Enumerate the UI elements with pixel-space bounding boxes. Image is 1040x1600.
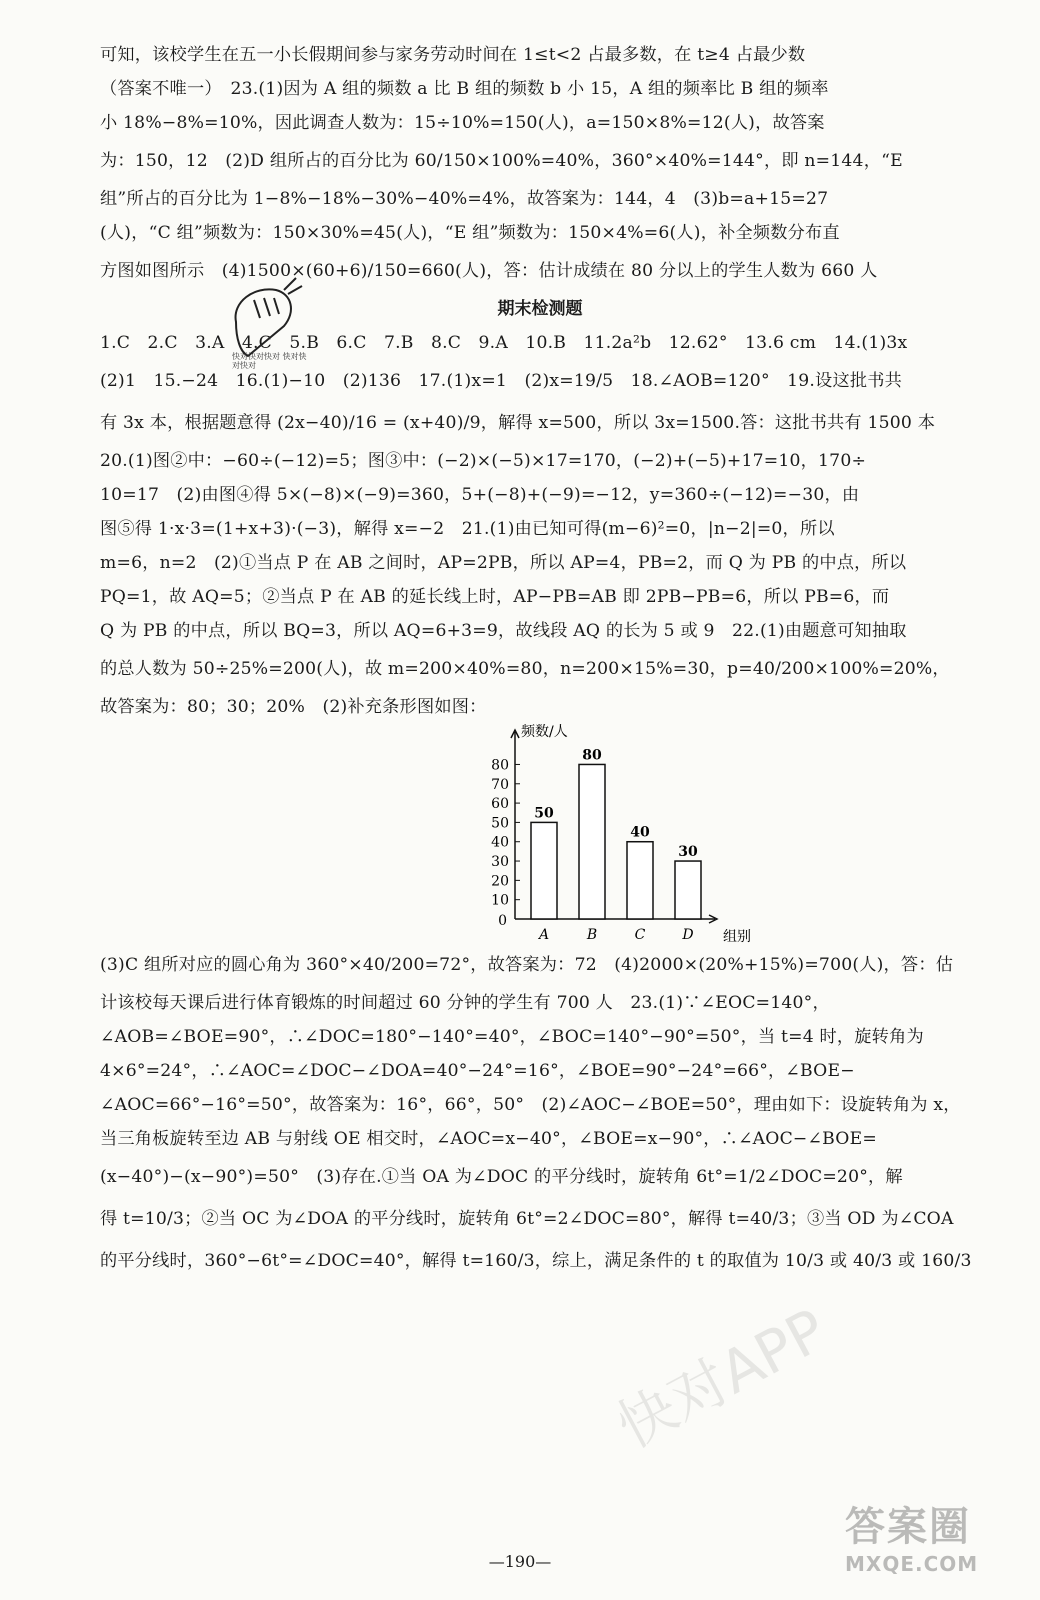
brand-name: 答案圈 <box>845 1504 971 1550</box>
text-line: m=6，n=2 (2)①当点 P 在 AB 之间时，AP=2PB，所以 AP=4，PB=2，而 Q 为 PB 的中点，所以 <box>100 553 907 573</box>
text-line: (3)C 组所对应的圆心角为 360°×40/200=72°，故答案为：72 (4)2000×(20%+15%)=700(人)，答：估 <box>100 955 954 975</box>
page-number: —190— <box>488 1552 552 1571</box>
text-line: (人)，“C 组”频数为：150×30%=45(人)，“E 组”频数为：150×4%=6(人)，补全频数分布直 <box>100 223 840 243</box>
category-label: C <box>634 927 646 943</box>
bar <box>531 822 557 919</box>
y-tick-label: 40 <box>491 834 509 851</box>
y-tick-label: 60 <box>491 796 509 813</box>
text-line: PQ=1，故 AQ=5；②当点 P 在 AB 的延长线上时，AP−PB=AB 即 2PB−PB=6，所以 PB=6，而 <box>100 587 890 607</box>
bar <box>627 842 653 919</box>
text-line: 20.(1)图②中：−60÷(−12)=5；图③中：(−2)×(−5)×17=170，(−2)+(−5)+17=10，170÷ <box>100 451 867 471</box>
section-title: 期末检测题 <box>497 299 583 319</box>
bar-value-label: 30 <box>678 844 698 861</box>
text-line: (2)1 15.−24 16.(1)−10 (2)136 17.(1)x=1 (2)x=19/5 18.∠AOB=120° 19.设这批书共 <box>100 371 902 391</box>
bar-chart <box>100 724 980 944</box>
text-line: 10=17 (2)由图④得 5×(−8)×(−9)=360，5+(−8)+(−9)=−12，y=360÷(−12)=−30，由 <box>100 485 860 505</box>
y-tick-label: 80 <box>491 757 509 774</box>
text-line: (x−40°)−(x−90°)=50° (3)存在.①当 OA 为∠DOC 的平分线时，旋转角 6t°=1/2∠DOC=20°，解 <box>100 1167 903 1187</box>
text-line: 计该校每天课后进行体育锻炼的时间超过 60 分钟的学生有 700 人 23.(1)∵∠EOC=140°， <box>100 993 830 1013</box>
brand-url: MXQE.COM <box>845 1552 979 1576</box>
text-line: 组”所占的百分比为 1−8%−18%−30%−40%=4%，故答案为：144，4 (3)b=a+15=27 <box>100 189 829 209</box>
text-line: Q 为 PB 的中点，所以 BQ=3，所以 AQ=6+3=9，故线段 AQ 的长为 5 或 9 22.(1)由题意可知抽取 <box>100 621 907 641</box>
x-axis-label: 组别 <box>723 929 751 944</box>
y-tick-label: 10 <box>491 892 509 909</box>
bar <box>675 861 701 919</box>
text-line: 的平分线时，360°−6t°=∠DOC=40°，解得 t=160/3，综上，满足条件的 t 的取值为 10/3 或 40/3 或 160/3 <box>100 1251 972 1271</box>
bar-value-label: 80 <box>582 747 602 764</box>
text-line: 得 t=10/3；②当 OC 为∠DOA 的平分线时，旋转角 6t°=2∠DOC=80°，解得 t=40/3；③当 OD 为∠COA <box>100 1209 954 1229</box>
category-label: A <box>538 927 550 943</box>
page-body <box>100 38 980 1282</box>
brand-logo <box>845 1495 1030 1585</box>
category-label: D <box>682 927 694 943</box>
stamp-text: 快对快对快对 快对快对快对 <box>232 352 307 370</box>
text-line: 为：150，12 (2)D 组所占的百分比为 60/150×100%=40%，360°×40%=144°，即 n=144，“E <box>100 151 903 171</box>
bar-chart-svg <box>100 724 980 944</box>
y-tick-label: 50 <box>491 815 509 832</box>
text-line: 4×6°=24°，∴∠AOC=∠DOC−∠DOA=40°−24°=16°，∠BOE=90°−24°=66°，∠BOE− <box>100 1061 855 1081</box>
y-tick-label: 30 <box>491 854 509 871</box>
text-line: 当三角板旋转至边 AB 与射线 OE 相交时，∠AOC=x−40°，∠BOE=x−90°，∴∠AOC−∠BOE= <box>100 1129 877 1149</box>
bar-value-label: 50 <box>534 805 554 822</box>
carrot-stamp-icon <box>224 272 304 362</box>
text-line: 故答案为：80；30；20% (2)补充条形图如图： <box>100 697 487 717</box>
text-line: 的总人数为 50÷25%=200(人)，故 m=200×40%=80，n=200×15%=30，p=40/200×100%=20%， <box>100 659 950 679</box>
bar-value-label: 40 <box>630 824 650 841</box>
text-line: （答案不唯一） 23.(1)因为 A 组的频数 a 比 B 组的频数 b 小 15，A 组的频率比 B 组的频率 <box>100 79 829 99</box>
text-line: 图⑤得 1·x·3=(1+x+3)·(−3)，解得 x=−2 21.(1)由已知可得(m−6)²=0，|n−2|=0，所以 <box>100 519 835 539</box>
text-line: 有 3x 本，根据题意得 (2x−40)/16 = (x+40)/9，解得 x=500，所以 3x=1500.答：这批书共有 1500 本 <box>100 413 936 433</box>
category-label: B <box>586 927 598 943</box>
bar <box>579 764 605 919</box>
text-line: 方图如图所示 (4)1500×(60+6)/150=660(人)，答：估计成绩在 80 分以上的学生人数为 660 人 <box>100 261 878 281</box>
text-line: ∠AOB=∠BOE=90°，∴∠DOC=180°−140°=40°，∠BOC=140°−90°=50°，当 t=4 时，旋转角为 <box>100 1027 924 1047</box>
text-line: ∠AOC=66°−16°=50°，故答案为：16°，66°，50° (2)∠AOC−∠BOE=50°，理由如下：设旋转角为 x， <box>100 1095 961 1115</box>
text-line: 1.C 2.C 3.A 4.C 5.B 6.C 7.B 8.C 9.A 10.B 11.2a²b 12.62° 13.6 cm 14.(1)3x <box>100 333 908 353</box>
answers-mid <box>100 326 980 724</box>
text-line: 小 18%−8%=10%，因此调查人数为：15÷10%=150(人)，a=150×8%=12(人)，故答案 <box>100 113 825 133</box>
answers-bottom <box>100 944 980 1282</box>
text-line: 可知，该校学生在五一小长假期间参与家务劳动时间在 1≤t<2 占最多数，在 t≥4 占最少数 <box>100 45 806 65</box>
y-axis-label: 频数/人 <box>521 724 568 740</box>
y-tick-label: 20 <box>491 873 509 890</box>
watermark: 快对APP <box>606 1295 838 1462</box>
answers-top <box>100 38 980 292</box>
y-tick-label: 70 <box>491 776 509 793</box>
origin-label: 0 <box>498 913 507 929</box>
